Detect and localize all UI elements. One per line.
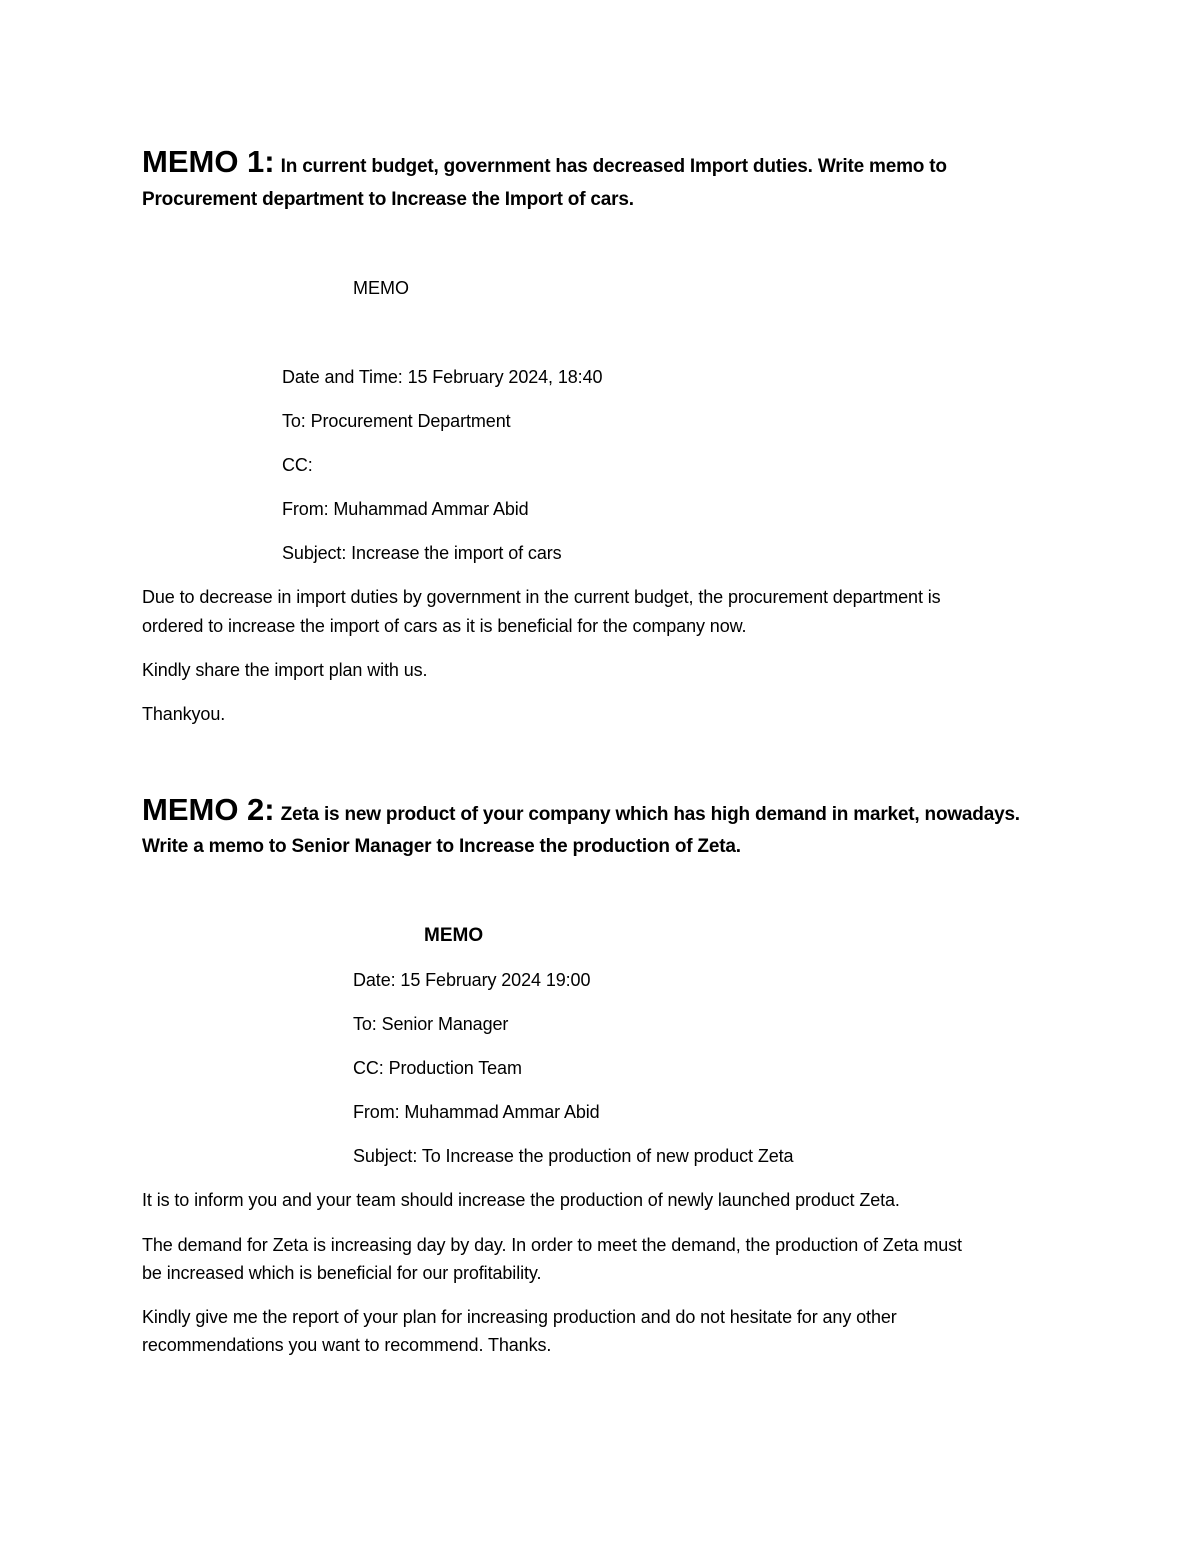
memo1-prompt-line1: In current budget, government has decreased Import duties. Write memo to xyxy=(280,156,947,177)
memo2-to: To: Senior Manager xyxy=(353,1014,509,1034)
memo2-body-line5: recommendations you want to recommend. Thanks. xyxy=(142,1335,552,1355)
memo2-body-line4: Kindly give me the report of your plan for increasing production and do not hesitate for any other xyxy=(142,1307,897,1327)
memo1-body-line2: ordered to increase the import of cars as it is beneficial for the company now. xyxy=(142,616,747,636)
memo2-cc: CC: Production Team xyxy=(353,1058,522,1078)
memo1-title: MEMO xyxy=(353,278,409,298)
memo1-body-line3: Kindly share the import plan with us. xyxy=(142,660,428,680)
memo1-to: To: Procurement Department xyxy=(282,411,511,431)
memo2-title: MEMO xyxy=(424,925,484,946)
memo1-body-line1: Due to decrease in import duties by government in the current budget, the procurement department is xyxy=(142,587,941,607)
memo1-date: Date and Time: 15 February 2024, 18:40 xyxy=(282,367,603,387)
memo1-heading xyxy=(142,144,947,180)
memo1-prompt-line2: Procurement department to Increase the Import of cars. xyxy=(142,189,634,210)
memo2-heading xyxy=(142,792,1020,828)
memo1-number: MEMO 1: xyxy=(142,144,275,179)
memo2-body-line1: It is to inform you and your team should increase the production of newly launched product Zeta. xyxy=(142,1190,900,1210)
memo1-from: From: Muhammad Ammar Abid xyxy=(282,499,529,519)
memo2-body-line3: be increased which is beneficial for our profitability. xyxy=(142,1263,542,1283)
memo2-number: MEMO 2: xyxy=(142,792,275,827)
memo2-prompt-line2: Write a memo to Senior Manager to Increase the production of Zeta. xyxy=(142,836,741,857)
memo1-cc: CC: xyxy=(282,455,313,475)
memo2-from: From: Muhammad Ammar Abid xyxy=(353,1102,600,1122)
memo1-closing: Thankyou. xyxy=(142,704,226,724)
memo2-body-line2: The demand for Zeta is increasing day by day. In order to meet the demand, the production of Zeta must xyxy=(142,1235,962,1255)
memo2-prompt-line1: Zeta is new product of your company which has high demand in market, nowadays. xyxy=(280,804,1020,825)
memo2-date: Date: 15 February 2024 19:00 xyxy=(353,970,591,990)
memo2-subject: Subject: To Increase the production of new product Zeta xyxy=(353,1146,794,1166)
memo1-subject: Subject: Increase the import of cars xyxy=(282,543,562,563)
